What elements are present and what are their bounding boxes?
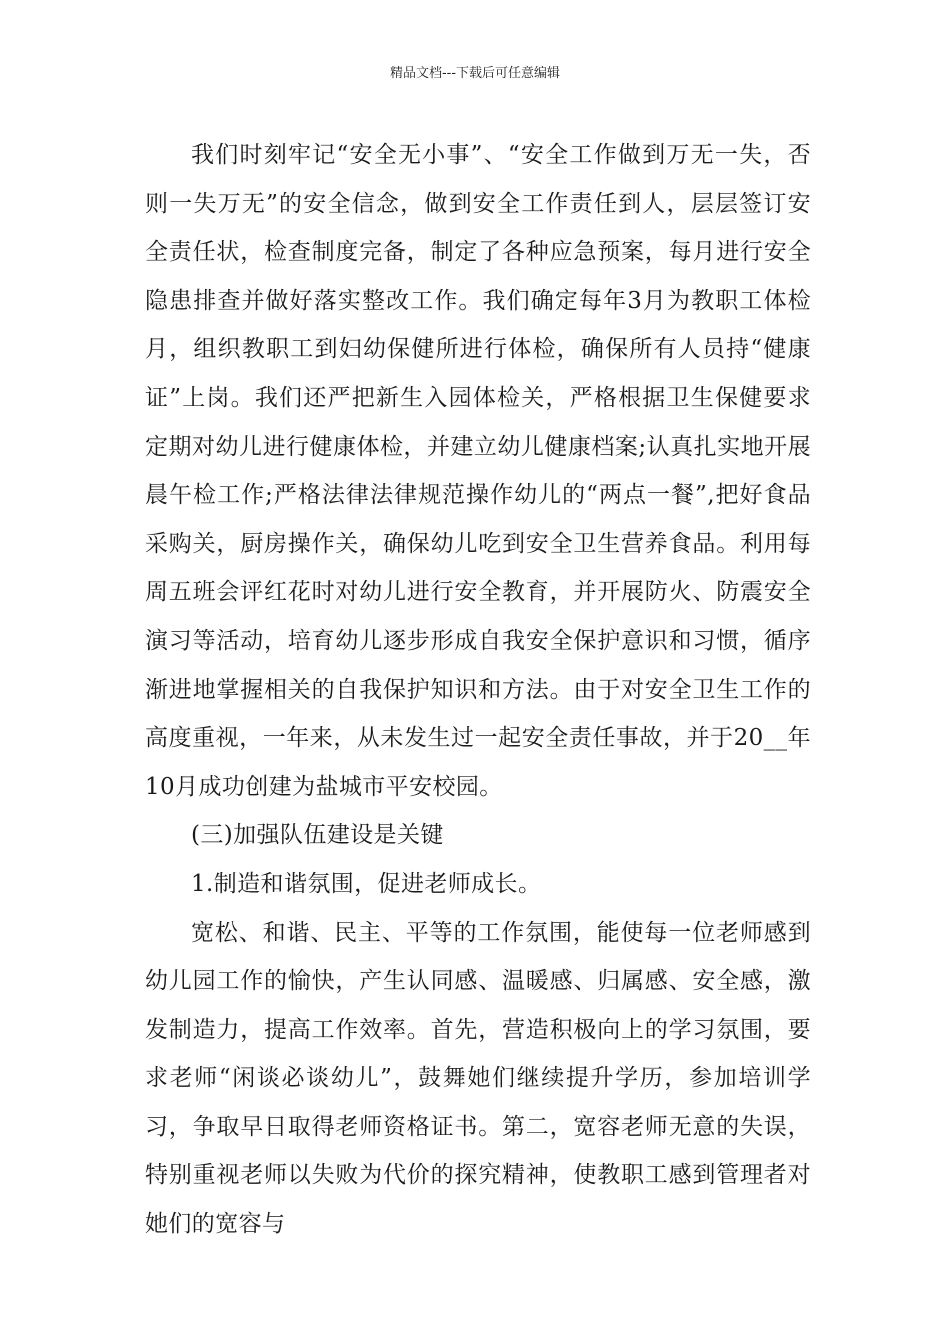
paragraph-atmosphere: 宽松、和谐、民主、平等的工作氛围，能使每一位老师感到幼儿园工作的愉快，产生认同感、温暖感、归属感、安全感，激发制造力，提高工作效率。首先，营造积极向上的学习氛围，要求老师“闲谈必谈幼儿”，鼓舞她们继续提升学历，参加培训学习，争取早日取得老师资格证书。第二，宽容老师无意的失误，特别重视老师以失败为代价的探究精神，使教职工感到管理者对她们的宽容与	[145, 919, 811, 1238]
paragraph-safety: 我们时刻牢记“安全无小事”、“安全工作做到万无一失，否则一失万无”的安全信念，做到安全工作责任到人，层层签订安全责任状，检查制度完备，制定了各种应急预案，每月进行安全隐患排查并做好落实整改工作。我们确定每年3月为教职工体检月，组织教职工到妇幼保健所进行体检，确保所有人员持“健康证”上岗。我们还严把新生入园体检关，严格根据卫生保健要求定期对幼儿进行健康体检，并建立幼儿健康档案;认真扎实地开展晨午检工作;严格法律法律规范操作幼儿的“两点一餐”,把好食品采购关，厨房操作关，确保幼儿吃到安全卫生营养食品。利用每周五班会评红花时对幼儿进行安全教育，并开展防火、防震安全演习等活动，培育幼儿逐步形成自我安全保护意识和习惯，循序渐进地掌握相关的自我保护知识和方法。由于对安全卫生工作的高度重视，一年来，从未发生过一起安全责任事故，并于20__年10月成功创建为盐城市平安校园。	[145, 142, 811, 800]
section-heading: (三)加强队伍建设是关键	[191, 822, 444, 849]
document-body	[145, 131, 811, 1249]
page-header: 精品文档---下载后可任意编辑	[389, 66, 561, 81]
subheading: 1.制造和谐氛围，促进老师成长。	[191, 870, 542, 897]
